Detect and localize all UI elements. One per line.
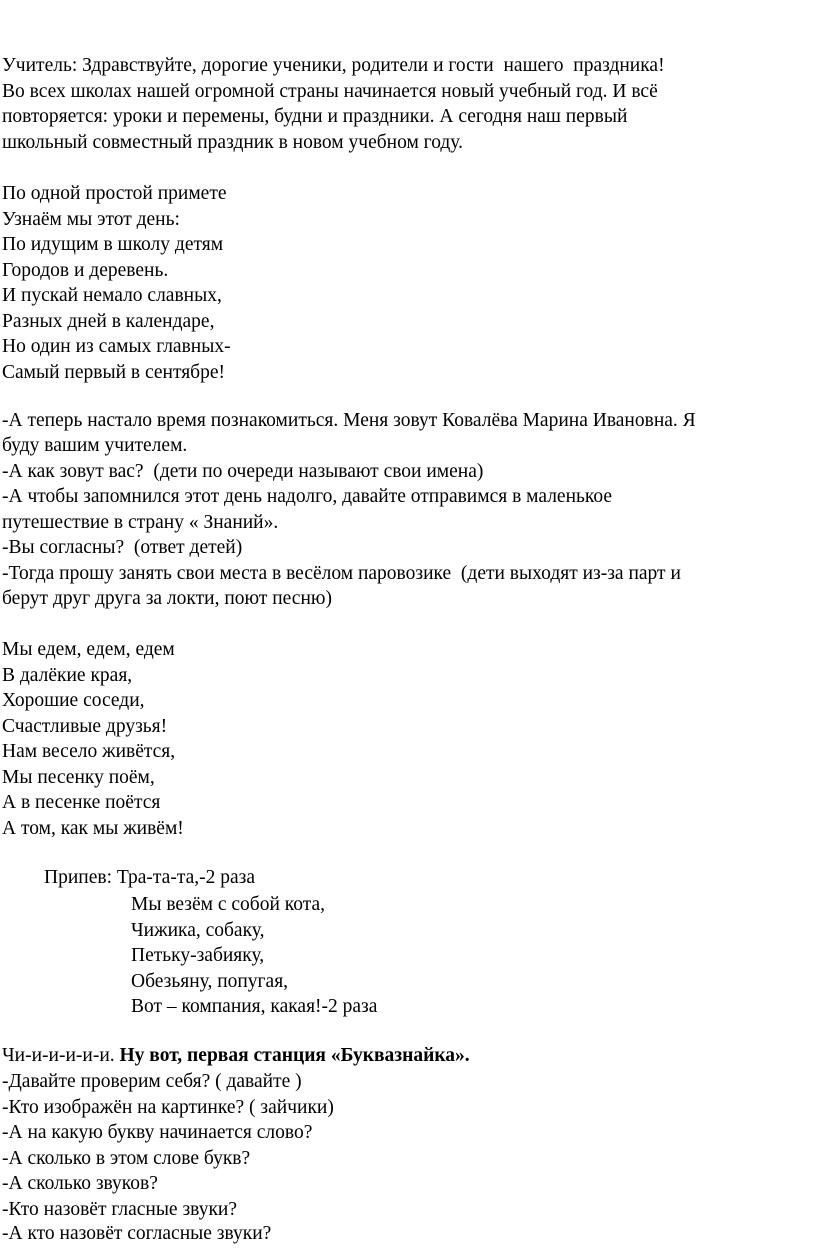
poem-line: Разных дней в календаре, bbox=[2, 311, 215, 332]
dialogue-line: -А чтобы запомнился этот день надолго, давайте отправимся в маленькое bbox=[2, 486, 613, 507]
question-line: -А на какую букву начинается слово? bbox=[2, 1122, 313, 1143]
chorus-line: Обезьяну, попугая, bbox=[131, 971, 289, 992]
question-line: -Кто назовёт гласные звуки? bbox=[2, 1199, 238, 1220]
station-title: Ну вот, первая станция «Буквазнайка». bbox=[119, 1045, 470, 1066]
question-line: -А сколько в этом слове букв? bbox=[2, 1148, 251, 1169]
question-line: -Кто изображён на картинке? ( зайчики) bbox=[2, 1097, 334, 1118]
question-line: -Давайте проверим себя? ( давайте ) bbox=[2, 1071, 302, 1092]
poem-line: Самый первый в сентябре! bbox=[2, 362, 225, 383]
dialogue-line: -А как зовут вас? (дети по очереди называют свои имена) bbox=[2, 461, 484, 482]
poem-line: Узнаём мы этот день: bbox=[2, 209, 180, 230]
poem-line: По идущим в школу детям bbox=[2, 234, 224, 255]
song-line: Нам весело живётся, bbox=[2, 741, 176, 762]
intro-line: Во всех школах нашей огромной страны начинается новый учебный год. И всё bbox=[2, 81, 658, 102]
dialogue-line: буду вашим учителем. bbox=[2, 435, 188, 456]
dialogue-line: -Вы согласны? (ответ детей) bbox=[2, 537, 243, 558]
intro-line: школьный совместный праздник в новом учебном году. bbox=[2, 132, 463, 153]
poem-line: Но один из самых главных- bbox=[2, 336, 231, 357]
poem-line: По одной простой примете bbox=[2, 183, 227, 204]
intro-line: Учитель: Здравствуйте, дорогие ученики, родители и гости нашего праздника! bbox=[2, 55, 665, 76]
song-line: Мы едем, едем, едем bbox=[2, 639, 175, 660]
question-line: -А сколько звуков? bbox=[2, 1173, 158, 1194]
dialogue-line: берут друг друга за локти, поют песню) bbox=[2, 588, 332, 609]
question-line: -А кто назовёт согласные звуки? bbox=[2, 1223, 272, 1244]
dialogue-line: -А теперь настало время познакомиться. Меня зовут Ковалёва Марина Ивановна. Я bbox=[2, 410, 696, 431]
song-line: В далёкие края, bbox=[2, 665, 133, 686]
station-line bbox=[2, 1043, 470, 1069]
song-line: А в песенке поётся bbox=[2, 792, 161, 813]
chorus-line: Вот – компания, какая!-2 раза bbox=[131, 996, 378, 1017]
dialogue-line: путешествие в страну « Знаний». bbox=[2, 512, 279, 533]
chorus-line: Мы везём с собой кота, bbox=[131, 894, 326, 915]
song-line: А том, как мы живём! bbox=[2, 818, 184, 839]
station-sound: Чи-и-и-и-и-и. bbox=[2, 1045, 120, 1066]
song-line: Счастливые друзья! bbox=[2, 716, 168, 737]
song-line: Мы песенку поём, bbox=[2, 767, 155, 788]
song-line: Хорошие соседи, bbox=[2, 690, 145, 711]
poem-line: И пускай немало славных, bbox=[2, 285, 222, 306]
chorus-line: Чижика, собаку, bbox=[131, 920, 265, 941]
chorus-first-line: Припев: Тра-та-та,-2 раза bbox=[44, 867, 256, 888]
poem-line: Городов и деревень. bbox=[2, 260, 169, 281]
chorus-line: Петьку-забияку, bbox=[131, 945, 265, 966]
dialogue-line: -Тогда прошу занять свои места в весёлом паровозике (дети выходят из-за парт и bbox=[2, 563, 681, 584]
intro-line: повторяется: уроки и перемены, будни и праздники. А сегодня наш первый bbox=[2, 106, 628, 127]
